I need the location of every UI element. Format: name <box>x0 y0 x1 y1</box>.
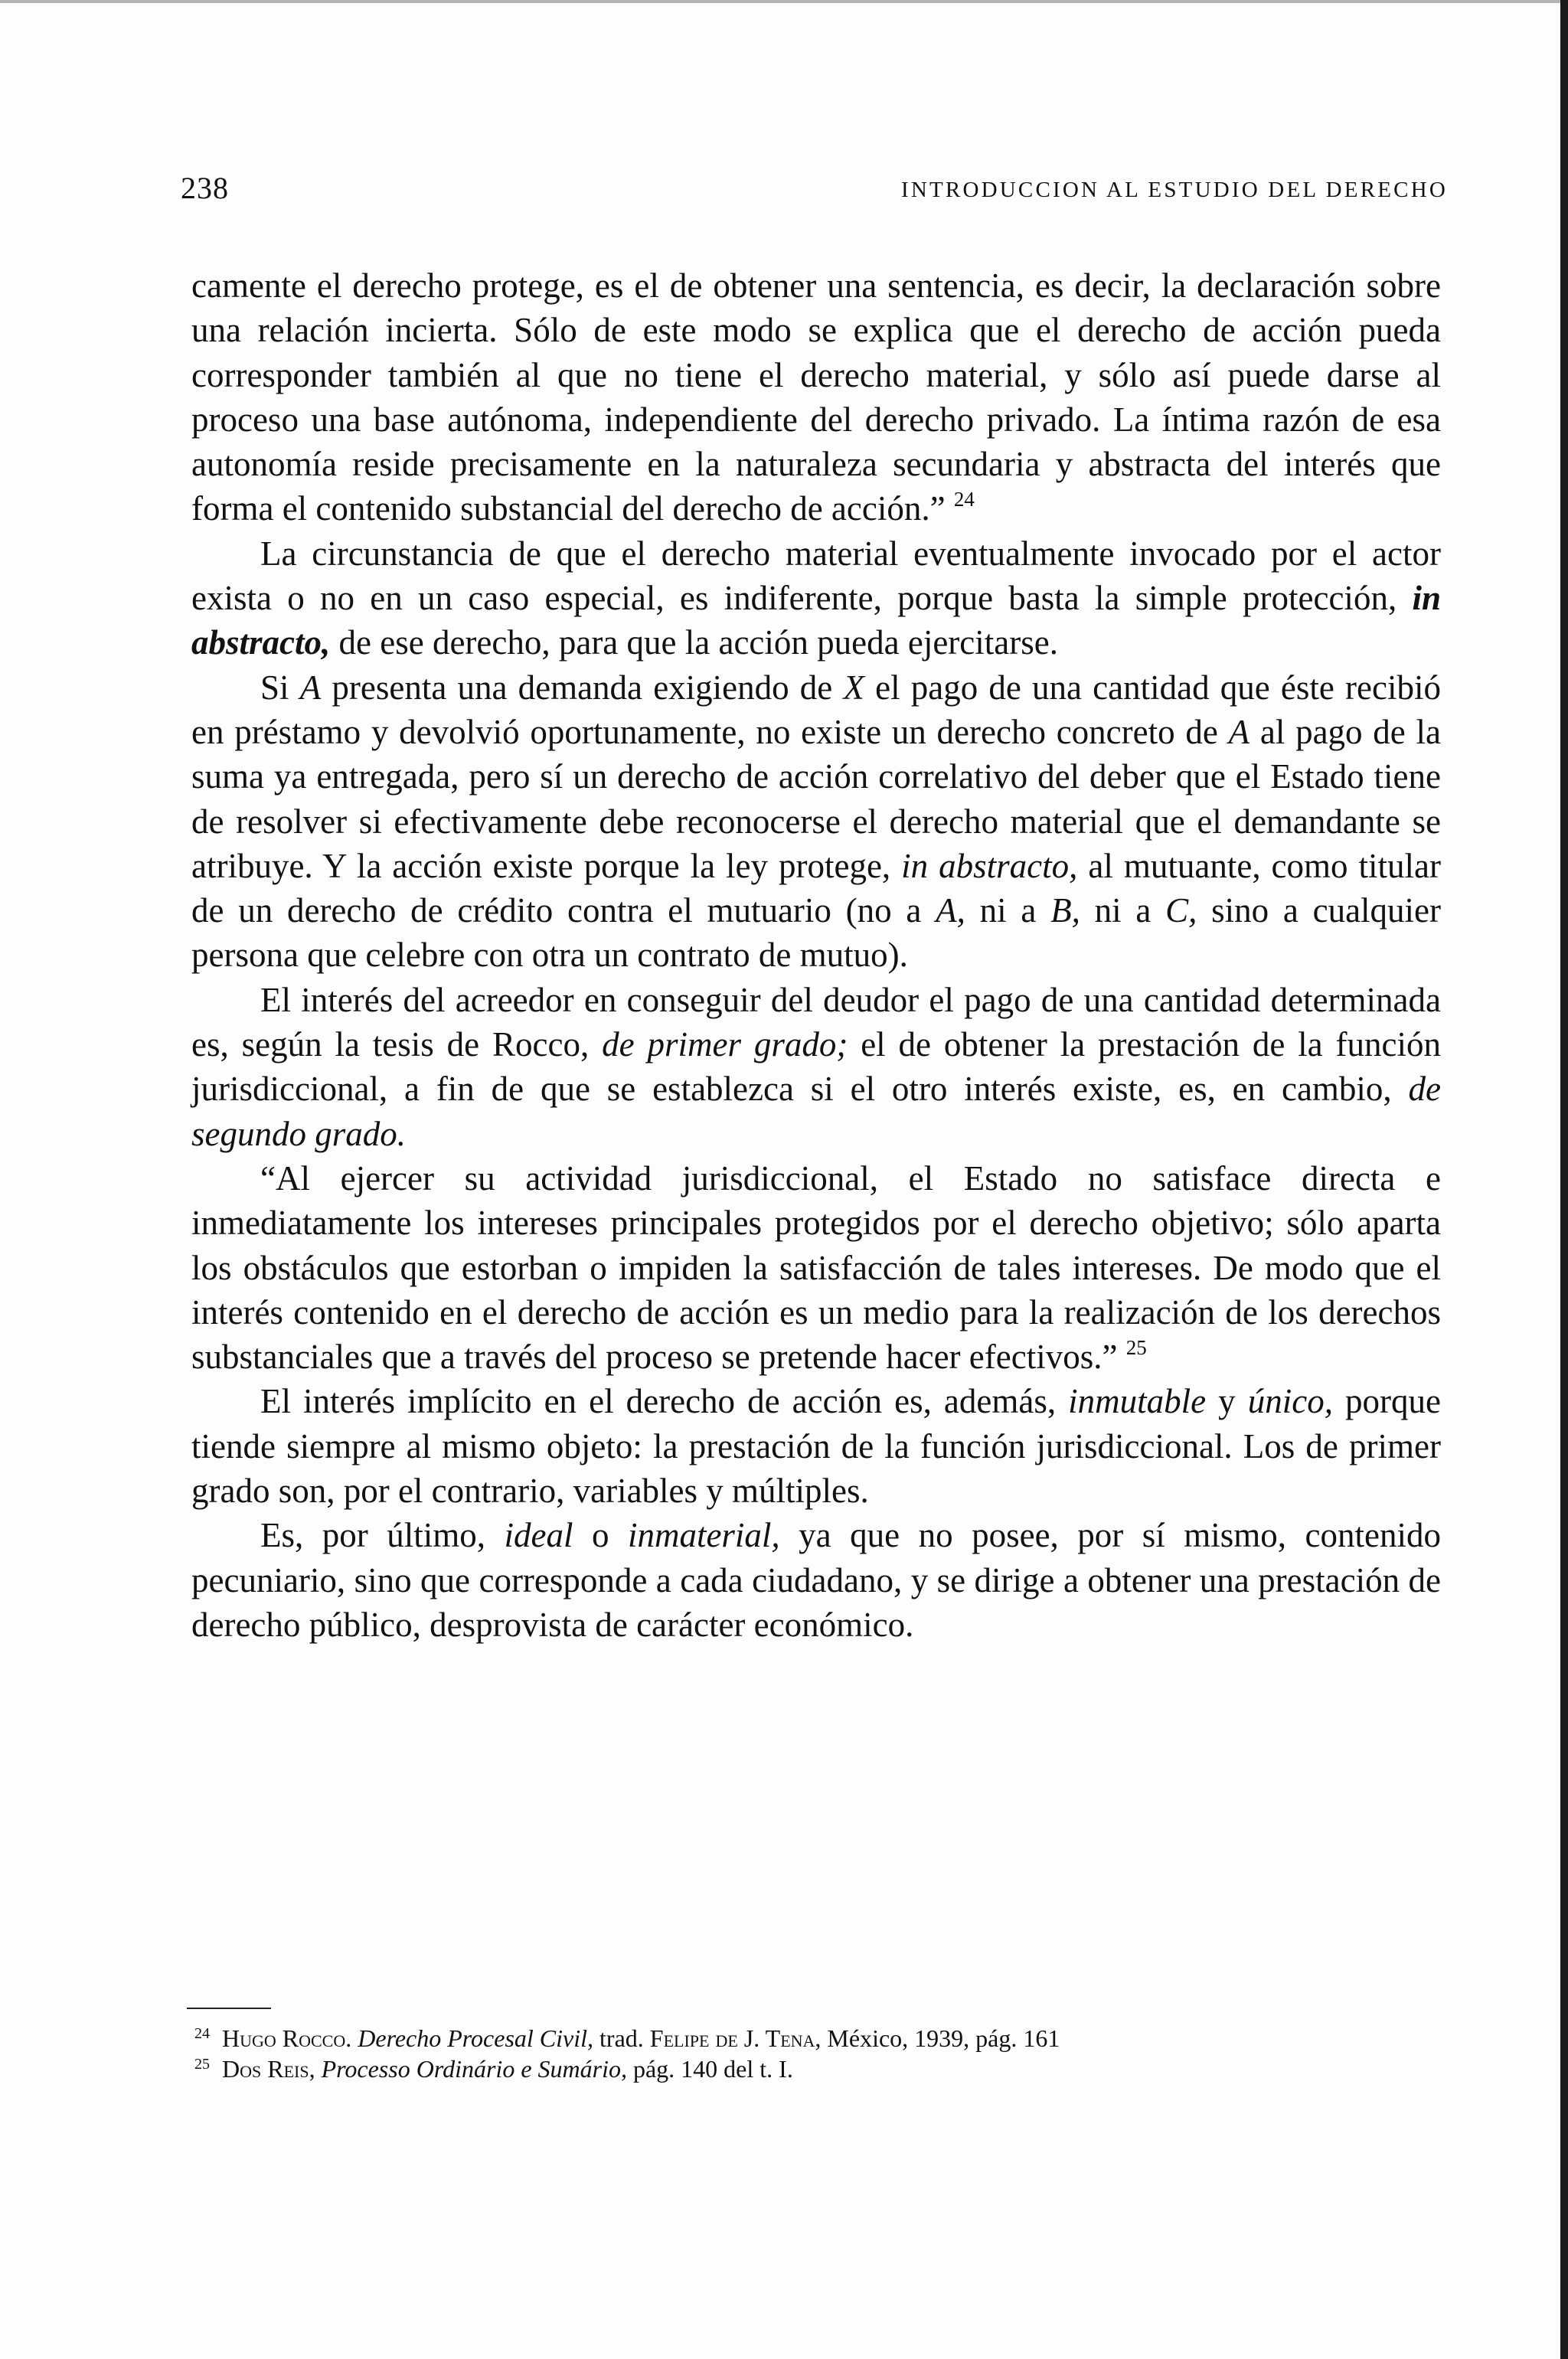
paragraph-5-quote: “Al ejercer su actividad jurisdiccional, el Estado no satisface directa e inmediatamente los intereses principales protegidos por el derecho objetivo; sólo aparta los obstáculos que estorban o impiden la satisfacción de tales intereses. De modo que el interés contenido en el derecho de acción es un medio para la realización de los derechos substanciales que a través del proceso se pretende hacer efectivos.” $^{25}$ <box>191 1158 1441 1377</box>
right-edge-border <box>1560 0 1568 2359</box>
footnote-author: Hugo Rocco. <box>222 2024 352 2052</box>
paragraph-4: El interés del acreedor en conseguir del deudor el pago de una cantidad determinada es, según la tesis de Rocco, de primer grado; el de obtener la prestación de la función jurisdiccional, a fin de que se establezca si el otro interés existe, es, en cambio, de segundo grado. <box>191 980 1441 1153</box>
footnote-25: 25 Dos Reis, Processo Ordinário e Sumário, pág. 140 del t. I. <box>222 2054 1447 2084</box>
page-header <box>181 170 1448 216</box>
footnote-24: 24 Hugo Rocco. Derecho Procesal Civil, trad. Felipe de J. Tena, México, 1939, pág. 161 <box>222 2023 1447 2054</box>
paragraph-1: camente el derecho protege, es el de obtener una sentencia, es decir, la declaración sobre una relación incierta. Sólo de este modo se explica que el derecho de acción pueda corresponder también al que no tiene el derecho material, y sólo así puede darse al proceso una base autónoma, independiente del derecho privado. La íntima razón de esa autonomía reside precisamente en la naturaleza secundaria y abstracta del interés que forma el contenido substancial del derecho de acción.” $^{24}$ <box>191 266 1441 528</box>
footnote-number: 25 <box>194 2056 210 2073</box>
top-edge-shadow <box>0 0 1568 3</box>
footnote-title: Derecho Procesal Civil, <box>358 2024 594 2052</box>
footnote-ref-24: 24 <box>953 488 975 511</box>
paragraph-6: El interés implícito en el derecho de acción es, además, inmutable y único, porque tiende siempre al mismo objeto: la prestación de la función jurisdiccional. Los de primer grado son, por el contrario, variables y múltiples. <box>191 1382 1441 1511</box>
running-head: INTRODUCCION AL ESTUDIO DEL DERECHO <box>901 178 1448 202</box>
footnote-author: Dos Reis, <box>222 2055 315 2083</box>
footnote-separator <box>187 2008 271 2009</box>
paragraph-3: Si A presenta una demanda exigiendo de X el pago de una cantidad que éste recibió en préstamo y devolvió oportunamente, no existe un derecho concreto de A al pago de la suma ya entregada, pero sí un derecho de acción correlativo del deber que el Estado tiene de resolver si efectivamente debe reconocerse el derecho material que el demandante se atribuye. Y la acción existe porque la ley protege, in abstracto, al mutuante, como titular de un derecho de crédito contra el mutuario (no a A, ni a B, ni a C, sino a cualquier persona que celebre con otra un contrato de mutuo). <box>191 668 1442 975</box>
paragraph-7: Es, por último, ideal o inmaterial, ya que no posee, por sí mismo, contenido pecuniario, sino que corresponde a cada ciudadano, y se dirige a obtener una prestación de derecho público, desprovista de carácter económico. <box>191 1516 1441 1644</box>
paragraph-2: La circunstancia de que el derecho material eventualmente invocado por el actor exista o no en un caso especial, es indiferente, porque basta la simple protección, in abstracto, de ese derecho, para que la acción pueda ejercitarse. <box>191 534 1441 662</box>
footnote-ref-25: 25 <box>1125 1336 1147 1360</box>
footnote-translator: Felipe de J. Tena, <box>649 2024 822 2052</box>
page-number: 238 <box>181 171 229 205</box>
body-text <box>191 263 1441 1647</box>
footnote-title: Processo Ordinário e Sumário, <box>321 2055 627 2083</box>
footnotes <box>194 2023 1447 2084</box>
footnote-number: 24 <box>194 2025 210 2042</box>
